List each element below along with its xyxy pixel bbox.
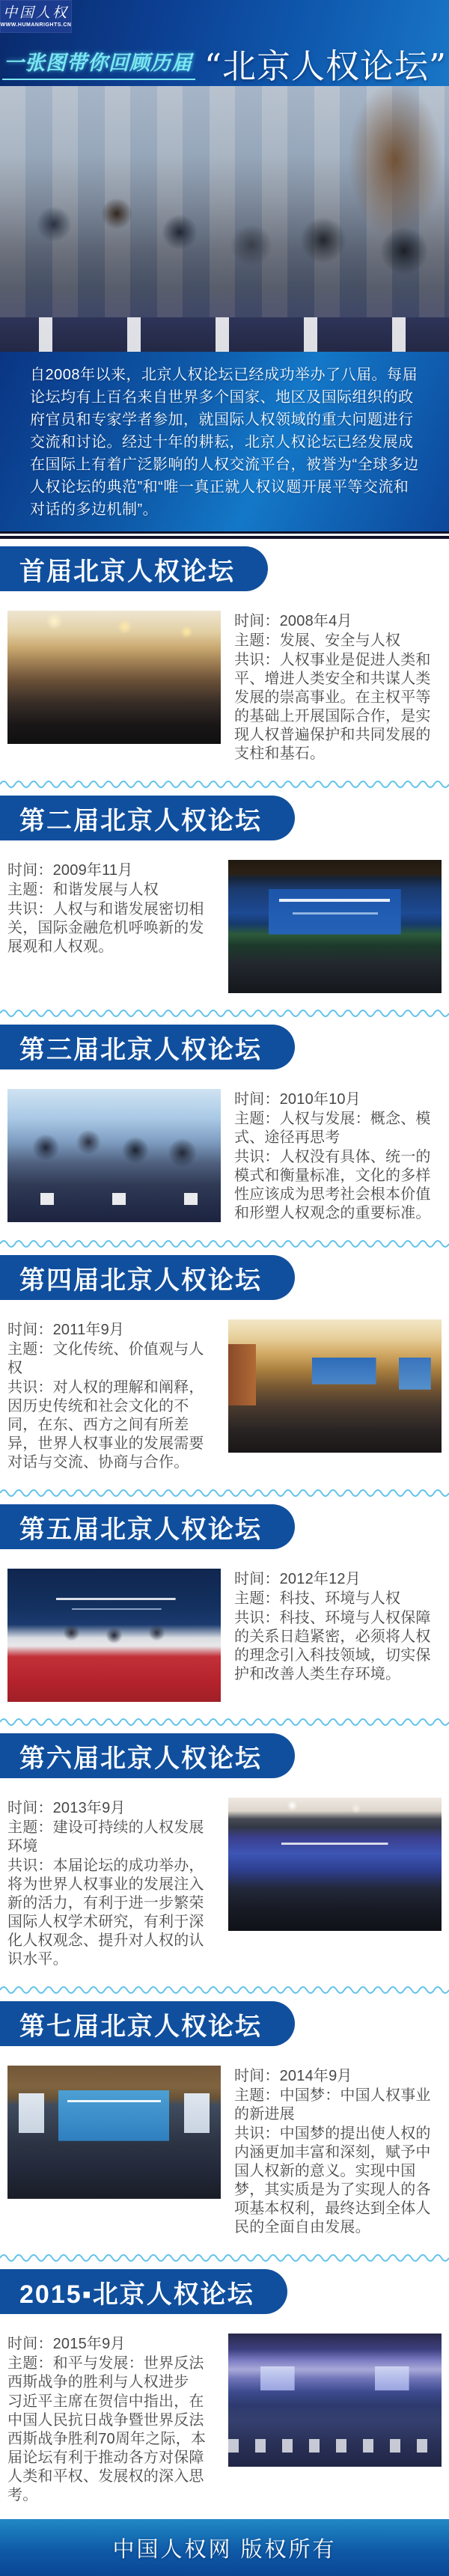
section-content <box>0 1089 449 1224</box>
forum-section-6 <box>0 1733 449 1970</box>
forum-theme: 主题：和平与发展：世界反法西斯战争的胜利与人权进步 <box>7 2355 204 2390</box>
forum-time: 时间：2012年12月 <box>234 1571 361 1587</box>
section-title-pill <box>0 2001 295 2046</box>
forum-info <box>7 1798 215 1970</box>
wave-divider <box>0 1486 449 1497</box>
forum-consensus: 共识：人权事业是促进人类和平、增进人类安全和共谋人类发展的崇高事业。在主权平等的基础上开展国际合作，是实现人权普遍保护和共同发展的支柱和基石。 <box>234 652 431 762</box>
headline-kicker: 一张图带你回顾历届 <box>2 46 195 80</box>
forum-time: 时间：2015年9月 <box>7 2336 126 2352</box>
section-title: 第四届北京人权论坛 <box>19 1266 262 1295</box>
forum-time: 时间：2008年4月 <box>234 613 352 629</box>
forum-time: 时间：2011年9月 <box>7 1322 125 1338</box>
forum-info <box>234 1089 442 1224</box>
forum-theme: 主题：发展、安全与人权 <box>234 632 401 649</box>
intro-panel <box>0 352 449 531</box>
section-title-pill <box>0 1255 295 1300</box>
section-title: 第二届北京人权论坛 <box>19 806 262 835</box>
forum-theme: 主题：和谐发展与人权 <box>7 882 159 898</box>
forum-section-3 <box>0 1025 449 1224</box>
forum-photo-2 <box>228 860 442 993</box>
forum-consensus: 共识：本届论坛的成功举办，将为世界人权事业的发展注入新的活力，有利于进一步繁荣国际人权学术研究，有利于深化人权观念、提升对人权的认识水平。 <box>7 1858 204 1968</box>
section-title: 第五届北京人权论坛 <box>19 1515 262 1544</box>
section-title: 首届北京人权论坛 <box>19 557 235 586</box>
forum-theme: 主题：建设可持续的人权发展环境 <box>7 1819 204 1855</box>
forum-theme: 主题：中国梦：中国人权事业的新进展 <box>234 2087 431 2122</box>
wave-divider <box>0 2251 449 2262</box>
forum-photo-5 <box>7 1569 221 1702</box>
section-content <box>0 1798 449 1970</box>
forum-consensus: 共识：对人权的理解和阐释，因历史传统和社会文化的不同，在东、西方之间有所差异，世界人权事业的发展需要对话与交流、协商与合作。 <box>7 1379 204 1471</box>
section-content <box>0 1319 449 1473</box>
forum-info <box>7 1319 215 1473</box>
site-logo <box>0 0 72 33</box>
double-line-divider <box>0 531 449 539</box>
section-title-pill <box>0 546 268 591</box>
forum-info <box>7 860 215 957</box>
section-title-pill <box>0 1025 295 1069</box>
headline <box>0 39 449 88</box>
section-title-pill <box>0 2269 287 2314</box>
forum-photo-7 <box>7 2066 221 2199</box>
logo-url-text: WWW.HUMANRIGHTS.CN <box>0 22 72 28</box>
forum-photo-3 <box>7 1089 221 1222</box>
section-content <box>0 2334 449 2506</box>
page-title: “北京人权论坛” <box>204 46 447 86</box>
wave-divider <box>0 1237 449 1248</box>
forum-section-5 <box>0 1504 449 1702</box>
section-title-pill <box>0 796 295 840</box>
section-title: 第三届北京人权论坛 <box>19 1035 262 1064</box>
section-content <box>0 860 449 993</box>
section-content <box>0 1569 449 1702</box>
forum-photo-8 <box>228 2334 442 2467</box>
forum-time: 时间：2010年10月 <box>234 1091 361 1108</box>
page-header <box>0 0 449 86</box>
intro-text: 自2008年以来，北京人权论坛已经成功举办了八届。每届论坛均有上百名来自世界多个国家、地区及国际组织的政府官员和专家学者参加，就国际人权领域的重大问题进行交流和讨论。经过十年的耕耘，北京人权论坛已经发展成在国际上有着广泛影响的人权交流平台，被誉为“全球多边人权论坛的典范”和“唯一真正就人权议题开展平等交流和对话的多边机制”。 <box>30 367 419 518</box>
forum-section-8 <box>0 2269 449 2506</box>
forum-consensus: 共识：中国梦的提出使人权的内涵更加丰富和深刻，赋予中国人权新的意义。实现中国梦，其实质是为了实现人的各项基本权利，最终达到全体人民的全面自由发展。 <box>234 2125 431 2235</box>
page-footer <box>0 2519 449 2576</box>
forum-consensus: 共识：人权没有具体、统一的模式和衡量标准，文化的多样性应该成为思考社会根本价值和形塑人权观念的重要标准。 <box>234 1149 431 1221</box>
section-title: 2015▪北京人权论坛 <box>19 2280 254 2309</box>
section-title-pill <box>0 1733 295 1778</box>
forum-theme: 主题：文化传统、价值观与人权 <box>7 1341 204 1376</box>
forum-theme: 主题：人权与发展：概念、模式、途径再思考 <box>234 1111 431 1146</box>
forum-time: 时间：2014年9月 <box>234 2068 352 2084</box>
hero-photo <box>0 86 449 352</box>
forum-time: 时间：2013年9月 <box>7 1800 126 1816</box>
forum-section-1 <box>0 546 449 764</box>
forum-photo-6 <box>228 1798 442 1931</box>
forum-info <box>7 2334 215 2506</box>
wave-divider <box>0 1983 449 1994</box>
forum-info <box>234 1569 442 1685</box>
forum-photo-4 <box>228 1319 442 1453</box>
wave-divider <box>0 1007 449 1017</box>
forum-info <box>234 611 442 764</box>
forum-section-2 <box>0 796 449 993</box>
section-title-pill <box>0 1504 295 1549</box>
forum-section-7 <box>0 2001 449 2238</box>
forum-info <box>234 2066 442 2238</box>
forum-theme: 主题：科技、环境与人权 <box>234 1590 401 1607</box>
forum-consensus: 共识：人权与和谐发展密切相关，国际金融危机呼唤新的发展观和人权观。 <box>7 901 204 955</box>
section-content <box>0 2066 449 2238</box>
forum-time: 时间：2009年11月 <box>7 862 133 879</box>
forum-photo-1 <box>7 611 221 744</box>
wave-divider <box>0 778 449 788</box>
section-title: 第七届北京人权论坛 <box>19 2012 262 2041</box>
section-title: 第六届北京人权论坛 <box>19 1744 262 1773</box>
copyright-text: 中国人权网 版权所有 <box>112 2537 337 2562</box>
wave-divider <box>0 1715 449 1726</box>
forum-consensus: 共识：科技、环境与人权保障的关系日趋紧密，必须将人权的理念引入科技领域，切实保护和改善人类生存环境。 <box>234 1610 431 1682</box>
forum-consensus: 习近平主席在贺信中指出，在中国人民抗日战争暨世界反法西斯战争胜利70周年之际，本届论坛有利于推动各方对保障人类和平权、发展权的深入思考。 <box>7 2393 207 2503</box>
forum-section-4 <box>0 1255 449 1473</box>
section-content <box>0 611 449 764</box>
logo-wordmark: 中国人权 <box>2 4 69 21</box>
